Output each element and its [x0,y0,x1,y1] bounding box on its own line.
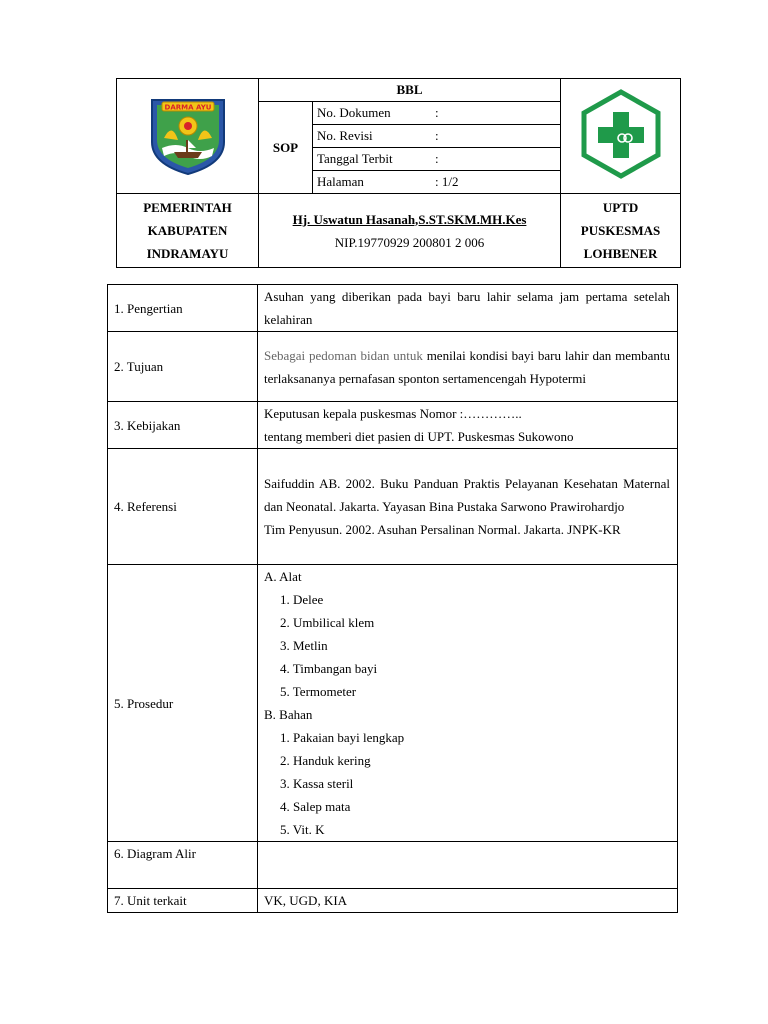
text-tujuan: Sebagai pedoman bidan untuk menilai kondisi bayi baru lahir dan membantu terlaksananya pernafasan sponton sertamencengah Hypotermi [258,332,678,402]
label-unit-terkait: 7. Unit terkait [108,889,258,913]
alat-item: 1. Delee [280,592,324,607]
bahan-item: 2. Handuk kering [280,753,371,768]
label-pengertian: 1. Pengertian [108,285,258,332]
text-referensi: Saifuddin AB. 2002. Buku Panduan Praktis Pelayanan Kesehatan Maternal dan Neonatal. Jakarta. Yayasan Bina Pustaka Sarwono Prawirohardjo Tim Penyusun. 2002. Asuhan Persalinan Normal. Jakarta. JNPK-KR [258,449,678,565]
row-prosedur [108,565,678,842]
puskesmas-logo-icon [578,88,664,180]
alat-item: 2. Umbilical klem [280,615,375,630]
signer-name: Hj. Uswatun Hasanah,S.ST.SKM.MH.Kes [292,211,527,227]
row-referensi [108,449,678,565]
signature-block [259,194,561,268]
kabupaten-logo-cell [117,79,259,194]
alat-title: A. Alat [264,569,302,584]
text-unit-terkait: VK, UGD, KIA [258,889,678,913]
bahan-item: 3. Kassa steril [280,776,354,791]
bahan-item: 1. Pakaian bayi lengkap [280,730,405,745]
bahan-item: 5. Vit. K [280,822,325,837]
label-kebijakan: 3. Kebijakan [108,402,258,449]
meta-halaman: Halaman : 1/2 [313,171,561,194]
meta-no-dokumen: No. Dokumen : [313,102,561,125]
left-org-name: PEMERINTAH KABUPATEN INDRAMAYU [117,194,259,268]
row-unit-terkait [108,889,678,913]
alat-item: 3. Metlin [280,638,328,653]
right-org-name: UPTD PUSKESMAS LOHBENER [561,194,681,268]
label-diagram-alir: 6. Diagram Alir [108,842,258,889]
svg-text:DARMA AYU: DARMA AYU [164,103,211,112]
meta-no-revisi: No. Revisi : [313,125,561,148]
text-kebijakan: Keputusan kepala puskesmas Nomor :………….. tentang memberi diet pasien di UPT. Puskesmas Sukowono [258,402,678,449]
label-tujuan: 2. Tujuan [108,332,258,402]
row-diagram-alir [108,842,678,889]
row-kebijakan [108,402,678,449]
document-title: BBL [259,79,561,102]
sop-header-table [116,78,681,268]
label-prosedur: 5. Prosedur [108,565,258,842]
row-tujuan [108,332,678,402]
bahan-item: 4. Salep mata [280,799,351,814]
sop-label: SOP [259,102,313,194]
label-referensi: 4. Referensi [108,449,258,565]
text-pengertian: Asuhan yang diberikan pada bayi baru lahir selama jam pertama setelah kelahiran [258,285,678,332]
puskesmas-logo-cell [561,79,681,194]
meta-tanggal-terbit: Tanggal Terbit : [313,148,561,171]
bahan-title: B. Bahan [264,707,313,722]
text-prosedur [258,565,678,842]
alat-item: 4. Timbangan bayi [280,661,378,676]
darma-ayu-logo-icon [148,92,228,176]
alat-item: 5. Termometer [280,684,357,699]
signer-nip: NIP.19770929 200801 2 006 [334,234,485,250]
sop-content-table [107,284,678,913]
text-diagram-alir [258,842,678,889]
row-pengertian [108,285,678,332]
